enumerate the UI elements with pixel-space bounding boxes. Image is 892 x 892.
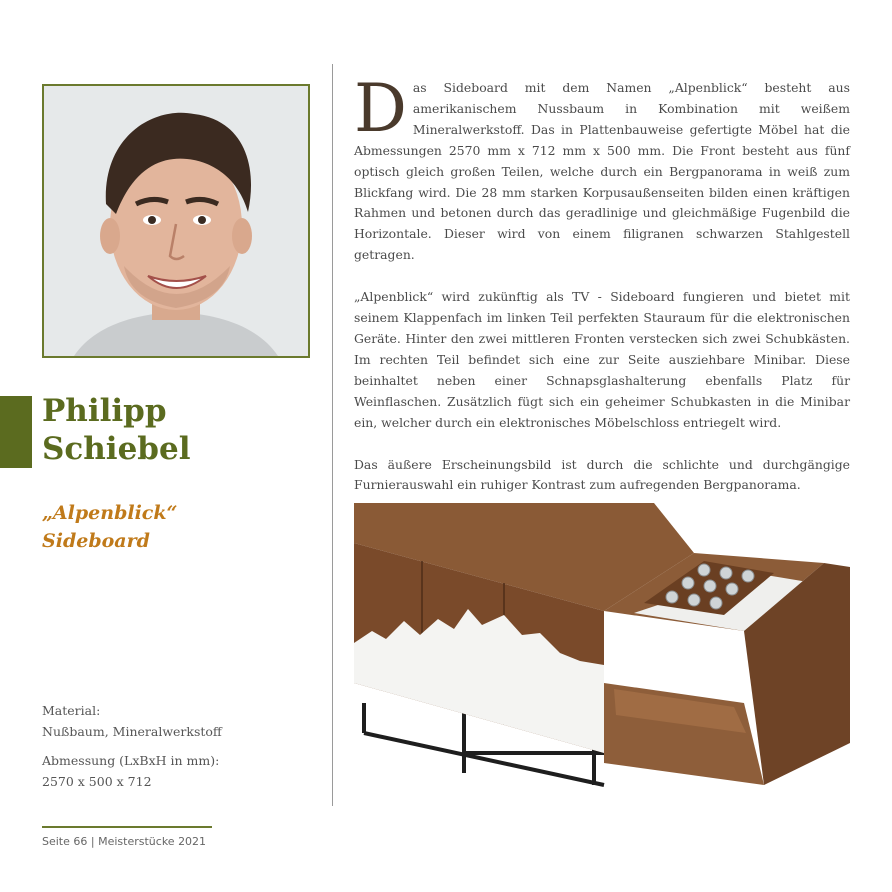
accent-bar: [0, 396, 32, 468]
dimension-label: Abmessung (LxBxH in mm):: [42, 753, 220, 768]
paragraph-1: [354, 70, 850, 266]
designer-name: [42, 392, 190, 468]
article-body: [354, 70, 850, 517]
page-number: Seite 66: [42, 835, 88, 848]
publication-title: Meisterstücke 2021: [98, 835, 207, 848]
material-value: Nußbaum, Mineralwerkstoff: [42, 724, 222, 739]
page-footer: [42, 835, 206, 848]
footer-rule: [42, 826, 212, 828]
specifications: [42, 700, 222, 792]
sideboard-photo: [354, 503, 850, 790]
work-name: „Alpenblick“: [42, 502, 178, 524]
designer-portrait: [42, 84, 310, 358]
portrait-photo: [44, 86, 308, 356]
paragraph-1-text: as Sideboard mit dem Namen „Alpenblick“ besteht aus amerikanischem Nussbaum in Kombination mit weißem Mineralwerkstoff. Das in Plattenbauweise gefertigte Möbel hat die Abmessungen 2570 mm x 712 mm x 500 mm. Die Front besteht aus fünf optisch gleich großen Teilen, welche durch ein Bergpanorama in weiß zum Blickfang wird. Die 28 mm starken Korpusaußenseiten bilden einen kräftigen Rahmen und betonen durch das geradlinige und gleichmäßige Fugenbild die Horizontale. Dieser wird von einem filigranen schwarzen Stahlgestell getragen.: [354, 80, 850, 263]
sideboard-illustration: [354, 503, 850, 790]
paragraph-2: „Alpenblick“ wird zukünftig als TV - Sideboard fungieren und bietet mit seinem Klappenfach im linken Teil perfekten Stauraum für die elektronischen Geräte. Hinter den zwei mittleren Fronten verstecken sich zwei Schubkästen. Im rechten Teil befindet sich eine zur Seite ausziehbare Minibar. Diese beinhaltet neben einer Schnapsglashalterung ebenfalls Platz für Weinflaschen. Zusätzlich fügt sich ein geheimer Schubkasten in die Minibar ein, welcher durch ein elektronisches Möbelschloss entriegelt wird.: [354, 289, 850, 430]
column-divider: [332, 64, 333, 806]
paragraph-3: Das äußere Erscheinungsbild ist durch die schlichte und durchgängige Furnierauswahl ein ruhiger Kontrast zum aufregenden Bergpanorama.: [354, 456, 850, 493]
designer-first-name: Philipp: [42, 393, 167, 429]
footer-separator: |: [90, 835, 95, 848]
work-type: Sideboard: [42, 530, 150, 552]
designer-last-name: Schiebel: [42, 431, 191, 467]
work-title: [42, 499, 177, 555]
material-label: Material:: [42, 703, 101, 718]
drop-cap: D: [354, 70, 407, 147]
dimension-value: 2570 x 500 x 712: [42, 774, 152, 789]
